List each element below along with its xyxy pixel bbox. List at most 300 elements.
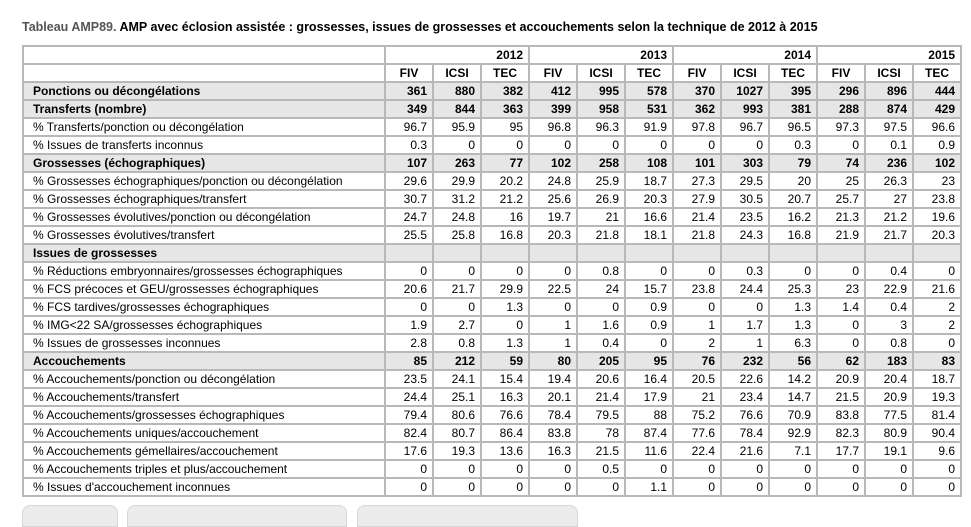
value-cell: 0 [433,478,481,496]
value-cell [913,244,961,262]
value-cell: 75.2 [673,406,721,424]
value-cell: 96.7 [385,118,433,136]
row-label: % Issues de grossesses inconnues [23,334,385,352]
row-label: % Réductions embryonnaires/grossesses échographiques [23,262,385,280]
value-cell: 24.8 [529,172,577,190]
value-cell: 20.5 [673,370,721,388]
table-row [23,478,961,496]
value-cell: 381 [769,100,817,118]
year-header: 2012 [385,46,529,64]
value-cell: 0 [913,478,961,496]
row-label: % FCS tardives/grossesses échographiques [23,298,385,316]
table-row [23,370,961,388]
value-cell: 288 [817,100,865,118]
value-cell: 0 [433,298,481,316]
value-cell: 0 [529,460,577,478]
value-cell: 23.4 [721,388,769,406]
value-cell: 62 [817,352,865,370]
value-cell: 107 [385,154,433,172]
value-cell: 25.1 [433,388,481,406]
value-cell: 0 [721,460,769,478]
value-cell: 29.9 [481,280,529,298]
value-cell: 19.1 [865,442,913,460]
value-cell: 25.8 [433,226,481,244]
value-cell: 82.3 [817,424,865,442]
value-cell: 78.4 [721,424,769,442]
value-cell: 0 [481,136,529,154]
value-cell: 56 [769,352,817,370]
value-cell: 1.3 [481,334,529,352]
table-row [23,226,961,244]
value-cell: 0 [673,298,721,316]
value-cell: 25.9 [577,172,625,190]
row-label: % Accouchements triples et plus/accouchement [23,460,385,478]
row-label: % FCS précoces et GEU/grossesses échographiques [23,280,385,298]
value-cell: 29.6 [385,172,433,190]
value-cell: 0 [769,478,817,496]
value-cell: 21.8 [577,226,625,244]
value-cell: 1 [529,316,577,334]
value-cell [721,244,769,262]
value-cell: 17.6 [385,442,433,460]
tab[interactable] [22,505,118,527]
row-label: % Grossesses échographiques/ponction ou décongélation [23,172,385,190]
value-cell: 21.5 [577,442,625,460]
value-cell: 108 [625,154,673,172]
value-cell: 0 [625,460,673,478]
row-label: % Grossesses échographiques/transfert [23,190,385,208]
value-cell: 0 [433,460,481,478]
value-cell: 22.5 [529,280,577,298]
year-header-row [23,46,961,64]
value-cell: 21.7 [865,226,913,244]
value-cell: 0 [385,298,433,316]
table-row [23,136,961,154]
technique-header-row [23,64,961,82]
table-row [23,100,961,118]
value-cell: 0 [577,478,625,496]
value-cell: 21.6 [721,442,769,460]
row-label: % IMG<22 SA/grossesses échographiques [23,316,385,334]
value-cell: 20.3 [625,190,673,208]
value-cell: 90.4 [913,424,961,442]
value-cell: 29.9 [433,172,481,190]
value-cell: 995 [577,82,625,100]
value-cell: 0 [625,334,673,352]
value-cell: 22.9 [865,280,913,298]
value-cell: 95 [481,118,529,136]
value-cell: 0 [721,478,769,496]
table-row [23,262,961,280]
value-cell: 21.9 [817,226,865,244]
value-cell: 349 [385,100,433,118]
value-cell: 0 [673,136,721,154]
value-cell: 96.8 [529,118,577,136]
table-row [23,388,961,406]
value-cell: 0 [865,478,913,496]
value-cell: 96.7 [721,118,769,136]
technique-header: ICSI [721,64,769,82]
value-cell: 0.3 [721,262,769,280]
table-row [23,82,961,100]
value-cell: 24.4 [385,388,433,406]
row-label: % Issues d'accouchement inconnues [23,478,385,496]
value-cell: 14.7 [769,388,817,406]
row-label: Ponctions ou décongélations [23,82,385,100]
value-cell: 23.5 [721,208,769,226]
row-label: % Grossesses évolutives/ponction ou décongélation [23,208,385,226]
value-cell: 1.7 [721,316,769,334]
table-row [23,424,961,442]
value-cell: 16.2 [769,208,817,226]
value-cell: 19.6 [913,208,961,226]
value-cell: 2 [673,334,721,352]
row-label: % Accouchements/ponction ou décongélation [23,370,385,388]
value-cell: 0 [529,298,577,316]
value-cell: 20.2 [481,172,529,190]
value-cell: 1.3 [769,298,817,316]
value-cell: 77.6 [673,424,721,442]
value-cell: 1 [529,334,577,352]
value-cell: 91.9 [625,118,673,136]
table-row [23,316,961,334]
value-cell [433,244,481,262]
value-cell: 0 [817,262,865,280]
value-cell: 17.9 [625,388,673,406]
value-cell: 0 [385,478,433,496]
value-cell: 232 [721,352,769,370]
value-cell: 20.7 [769,190,817,208]
year-header: 2015 [817,46,961,64]
value-cell: 0 [673,460,721,478]
value-cell: 95.9 [433,118,481,136]
value-cell: 26.3 [865,172,913,190]
value-cell: 0 [913,262,961,280]
value-cell: 0 [529,478,577,496]
value-cell: 2 [913,316,961,334]
value-cell: 21.4 [673,208,721,226]
value-cell: 23 [817,280,865,298]
row-label: % Issues de transferts inconnus [23,136,385,154]
value-cell: 21.4 [577,388,625,406]
value-cell: 22.4 [673,442,721,460]
value-cell: 20.9 [817,370,865,388]
value-cell: 370 [673,82,721,100]
value-cell: 0 [673,478,721,496]
value-cell: 25.5 [385,226,433,244]
value-cell: 2.8 [385,334,433,352]
value-cell: 1027 [721,82,769,100]
value-cell: 0 [385,262,433,280]
value-cell: 24 [577,280,625,298]
value-cell: 361 [385,82,433,100]
value-cell: 83.8 [529,424,577,442]
value-cell: 1.9 [385,316,433,334]
value-cell: 80.7 [433,424,481,442]
value-cell: 24.1 [433,370,481,388]
value-cell: 399 [529,100,577,118]
value-cell: 79.5 [577,406,625,424]
value-cell: 6.3 [769,334,817,352]
value-cell: 30.7 [385,190,433,208]
value-cell: 27.9 [673,190,721,208]
technique-header: TEC [913,64,961,82]
value-cell: 20.3 [529,226,577,244]
value-cell: 26.9 [577,190,625,208]
value-cell: 0 [913,334,961,352]
value-cell: 76.6 [721,406,769,424]
value-cell: 19.3 [433,442,481,460]
value-cell: 1 [673,316,721,334]
value-cell: 16.3 [481,388,529,406]
year-header: 2013 [529,46,673,64]
value-cell: 29.5 [721,172,769,190]
value-cell: 2.7 [433,316,481,334]
value-cell: 19.4 [529,370,577,388]
value-cell: 258 [577,154,625,172]
value-cell: 96.5 [769,118,817,136]
value-cell: 19.3 [913,388,961,406]
value-cell: 78 [577,424,625,442]
value-cell: 18.1 [625,226,673,244]
value-cell: 15.4 [481,370,529,388]
value-cell: 83.8 [817,406,865,424]
table-title [22,20,818,34]
value-cell: 24.8 [433,208,481,226]
value-cell [625,244,673,262]
value-cell: 21.2 [481,190,529,208]
value-cell: 0 [433,262,481,280]
value-cell: 23.8 [913,190,961,208]
technique-header: FIV [817,64,865,82]
tab[interactable] [357,505,578,527]
value-cell: 1.1 [625,478,673,496]
table-row [23,244,961,262]
value-cell: 0.8 [865,334,913,352]
table-row [23,442,961,460]
value-cell: 1.6 [577,316,625,334]
value-cell: 27 [865,190,913,208]
value-cell: 11.6 [625,442,673,460]
value-cell: 0.4 [865,262,913,280]
value-cell: 0 [673,262,721,280]
value-cell: 0 [769,460,817,478]
value-cell: 16.3 [529,442,577,460]
value-cell: 30.5 [721,190,769,208]
value-cell: 236 [865,154,913,172]
technique-header: FIV [673,64,721,82]
value-cell: 15.7 [625,280,673,298]
value-cell: 9.6 [913,442,961,460]
value-cell: 21.6 [913,280,961,298]
row-label: % Accouchements uniques/accouchement [23,424,385,442]
row-label: % Accouchements/transfert [23,388,385,406]
value-cell: 296 [817,82,865,100]
value-cell: 0.5 [577,460,625,478]
table-caption: AMP avec éclosion assistée : grossesses, issues de grossesses et accouchements selon la technique de 2012 à 2015 [116,20,818,34]
table-row [23,460,961,478]
row-label: % Accouchements gémellaires/accouchement [23,442,385,460]
value-cell: 0 [769,262,817,280]
value-cell: 0.3 [385,136,433,154]
value-cell: 23.5 [385,370,433,388]
value-cell: 16.8 [769,226,817,244]
value-cell: 0 [529,262,577,280]
row-label: Transferts (nombre) [23,100,385,118]
value-cell: 0 [817,478,865,496]
value-cell: 0.8 [577,262,625,280]
value-cell: 0 [481,262,529,280]
value-cell: 80.9 [865,424,913,442]
value-cell: 0 [817,460,865,478]
value-cell: 20 [769,172,817,190]
value-cell: 20.3 [913,226,961,244]
value-cell: 0 [481,478,529,496]
value-cell: 183 [865,352,913,370]
value-cell: 20.6 [577,370,625,388]
value-cell: 97.8 [673,118,721,136]
value-cell: 263 [433,154,481,172]
value-cell [769,244,817,262]
value-cell: 96.6 [913,118,961,136]
value-cell: 20.1 [529,388,577,406]
value-cell: 21.3 [817,208,865,226]
value-cell: 0 [577,136,625,154]
value-cell: 82.4 [385,424,433,442]
value-cell: 79.4 [385,406,433,424]
value-cell: 96.3 [577,118,625,136]
value-cell: 24.4 [721,280,769,298]
value-cell: 0 [913,460,961,478]
value-cell [865,244,913,262]
row-label: % Transferts/ponction ou décongélation [23,118,385,136]
table-row [23,154,961,172]
table-row [23,172,961,190]
value-cell: 16 [481,208,529,226]
value-cell: 21 [577,208,625,226]
value-cell: 0 [817,136,865,154]
value-cell: 59 [481,352,529,370]
value-cell: 23 [913,172,961,190]
value-cell [481,244,529,262]
value-cell: 0.4 [577,334,625,352]
value-cell: 85 [385,352,433,370]
value-cell: 80 [529,352,577,370]
value-cell: 18.7 [913,370,961,388]
value-cell: 578 [625,82,673,100]
value-cell: 303 [721,154,769,172]
value-cell: 14.2 [769,370,817,388]
value-cell: 1 [721,334,769,352]
row-label: Issues de grossesses [23,244,385,262]
value-cell: 1.3 [481,298,529,316]
data-table [22,45,962,497]
technique-header: TEC [769,64,817,82]
value-cell: 958 [577,100,625,118]
value-cell: 87.4 [625,424,673,442]
value-cell: 16.6 [625,208,673,226]
value-cell: 101 [673,154,721,172]
row-label: % Accouchements/grossesses échographiques [23,406,385,424]
technique-header: FIV [385,64,433,82]
value-cell: 896 [865,82,913,100]
value-cell: 880 [433,82,481,100]
value-cell: 83 [913,352,961,370]
value-cell: 0 [481,460,529,478]
value-cell: 88 [625,406,673,424]
value-cell: 81.4 [913,406,961,424]
value-cell: 395 [769,82,817,100]
value-cell: 70.9 [769,406,817,424]
value-cell: 993 [721,100,769,118]
value-cell: 7.1 [769,442,817,460]
value-cell [817,244,865,262]
value-cell: 76.6 [481,406,529,424]
value-cell: 21 [673,388,721,406]
value-cell [577,244,625,262]
value-cell: 0 [817,316,865,334]
technique-header: TEC [481,64,529,82]
tab[interactable] [127,505,347,527]
value-cell: 79 [769,154,817,172]
value-cell: 3 [865,316,913,334]
value-cell: 0.3 [769,136,817,154]
technique-header: FIV [529,64,577,82]
value-cell: 16.8 [481,226,529,244]
value-cell: 31.2 [433,190,481,208]
value-cell: 0.4 [865,298,913,316]
row-label: Grossesses (échographiques) [23,154,385,172]
value-cell [673,244,721,262]
value-cell: 205 [577,352,625,370]
table-row [23,334,961,352]
value-cell: 21.2 [865,208,913,226]
value-cell: 17.7 [817,442,865,460]
value-cell: 0 [865,460,913,478]
table-row [23,280,961,298]
value-cell: 22.6 [721,370,769,388]
value-cell: 25.3 [769,280,817,298]
technique-header: ICSI [577,64,625,82]
table-row [23,406,961,424]
value-cell: 76 [673,352,721,370]
value-cell: 16.4 [625,370,673,388]
value-cell: 0.9 [625,316,673,334]
table-row [23,208,961,226]
value-cell: 97.5 [865,118,913,136]
value-cell: 92.9 [769,424,817,442]
value-cell: 18.7 [625,172,673,190]
value-cell: 0 [433,136,481,154]
corner-cell [23,46,385,64]
value-cell: 429 [913,100,961,118]
value-cell: 19.7 [529,208,577,226]
table-row [23,352,961,370]
value-cell: 21.8 [673,226,721,244]
value-cell: 77.5 [865,406,913,424]
value-cell: 844 [433,100,481,118]
corner-cell [23,64,385,82]
value-cell: 0.1 [865,136,913,154]
value-cell: 0 [721,136,769,154]
value-cell: 25.7 [817,190,865,208]
value-cell [385,244,433,262]
technique-header: ICSI [865,64,913,82]
value-cell: 362 [673,100,721,118]
value-cell: 0 [529,136,577,154]
value-cell: 13.6 [481,442,529,460]
value-cell: 80.6 [433,406,481,424]
